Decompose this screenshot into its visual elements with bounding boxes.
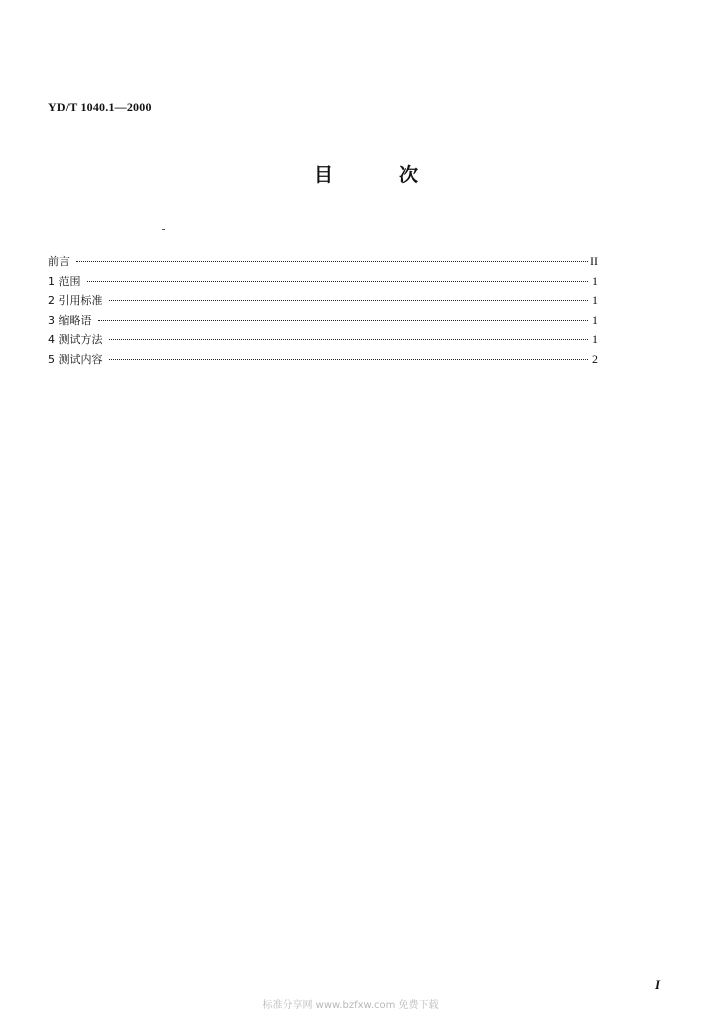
toc-entry-page: II [590, 254, 598, 268]
toc-entry-label: 2 引用标准 [48, 294, 103, 307]
toc-entry-references[interactable] [48, 291, 598, 311]
toc-leader-dots [109, 359, 589, 360]
toc-list [48, 252, 598, 369]
toc-leader-dots [76, 261, 588, 262]
toc-entry-test-content[interactable] [48, 350, 598, 370]
toc-leader-dots [109, 339, 589, 340]
toc-title-char-1: 目 [314, 164, 334, 186]
toc-entry-page: 1 [592, 332, 598, 346]
toc-entry-label: 4 测试方法 [48, 333, 103, 346]
toc-entry-abbreviations[interactable] [48, 311, 598, 331]
toc-entry-scope[interactable] [48, 272, 598, 292]
scan-speck [162, 229, 165, 230]
toc-entry-label: 5 测试内容 [48, 352, 103, 366]
toc-entry-page: 1 [592, 273, 598, 288]
toc-title [0, 160, 701, 184]
page-number: I [655, 977, 661, 992]
toc-leader-dots [98, 320, 589, 321]
toc-title-char-2: 次 [399, 164, 419, 186]
toc-entry-foreword[interactable] [48, 252, 598, 272]
toc-entry-label: 前言 [48, 255, 70, 268]
toc-entry-page: 1 [592, 312, 598, 327]
toc-entry-label: 3 缩略语 [48, 313, 92, 327]
toc-leader-dots [109, 300, 589, 301]
toc-entry-page: 1 [592, 293, 598, 307]
toc-entry-label: 1 范围 [48, 274, 81, 288]
standard-code: YD/T 1040.1—2000 [48, 100, 152, 114]
toc-entry-page: 2 [592, 351, 598, 366]
toc-entry-test-methods[interactable] [48, 330, 598, 350]
watermark: 标准分享网 www.bzfxw.com 免费下载 [262, 1000, 439, 1011]
toc-leader-dots [87, 281, 589, 282]
